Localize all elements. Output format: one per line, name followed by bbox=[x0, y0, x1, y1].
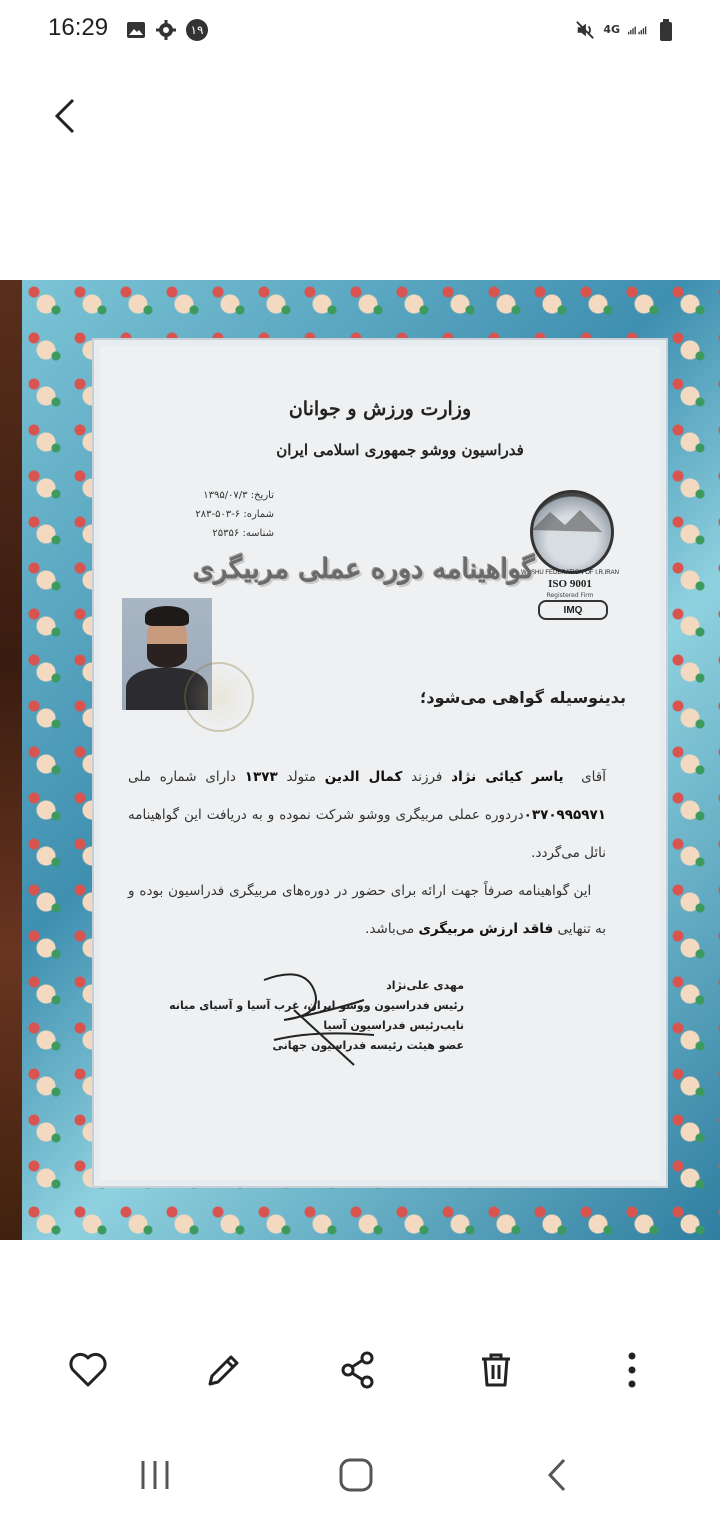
home-button[interactable] bbox=[326, 1450, 386, 1500]
gear-icon bbox=[156, 20, 176, 40]
recents-button[interactable] bbox=[125, 1450, 185, 1500]
battery-icon bbox=[656, 20, 676, 40]
national-id: ۰۳۷۰۹۹۵۹۷۱ bbox=[523, 807, 606, 823]
delete-button[interactable] bbox=[470, 1344, 522, 1396]
recents-icon bbox=[138, 1459, 172, 1491]
birth-year: ۱۳۷۳ bbox=[244, 769, 278, 785]
signer-block bbox=[164, 976, 464, 1056]
para1-born: متولد bbox=[286, 769, 316, 785]
photo-view[interactable] bbox=[0, 280, 720, 1240]
imq-badge: IMQ bbox=[538, 600, 608, 620]
bottom-toolbar bbox=[0, 1320, 720, 1416]
edit-icon bbox=[204, 1350, 244, 1390]
father-name: کمال الدین bbox=[324, 769, 403, 785]
certificate-title: گواهینامه دوره عملی مربیگری bbox=[193, 554, 535, 585]
para1-end: دردوره عملی مربیگری ووشو شرکت نموده و به دریافت این گواهینامه نائل می‌گردد. bbox=[128, 807, 606, 861]
certificate-paper bbox=[92, 338, 668, 1188]
para1-rest: دارای شماره ملی bbox=[128, 769, 236, 785]
system-navbar bbox=[0, 1430, 720, 1520]
more-icon bbox=[626, 1350, 638, 1390]
signer-name: مهدی علی‌نژاد bbox=[386, 979, 464, 992]
heart-icon bbox=[68, 1352, 108, 1388]
signal-icon bbox=[628, 20, 648, 40]
para1-child: فرزند bbox=[411, 769, 443, 785]
home-icon bbox=[338, 1457, 374, 1493]
status-icons-left bbox=[126, 19, 208, 41]
iso-sub-label: Registered Firm bbox=[546, 592, 594, 599]
para2-end: می‌باشد. bbox=[365, 921, 415, 937]
number-line: شماره: ۶-۵۰۳-۲۸۳ bbox=[195, 509, 274, 520]
status-bar bbox=[0, 0, 720, 60]
chevron-left-icon bbox=[51, 96, 81, 136]
logo-text: WUSHU FEDERATION OF I.R.IRAN bbox=[521, 570, 619, 576]
edit-button[interactable] bbox=[198, 1344, 250, 1396]
person-name: یاسر کیائی نژاد bbox=[451, 769, 564, 785]
mute-icon bbox=[575, 20, 595, 40]
network-label: 4G bbox=[603, 23, 620, 36]
share-icon bbox=[338, 1350, 378, 1390]
more-options-button[interactable] bbox=[606, 1344, 658, 1396]
system-back-button[interactable] bbox=[528, 1450, 588, 1500]
ministry-title: وزارت ورزش و جوانان bbox=[288, 398, 472, 420]
stamp-icon bbox=[184, 662, 254, 732]
favorite-button[interactable] bbox=[62, 1344, 114, 1396]
status-time: 16:29 bbox=[48, 14, 109, 41]
id-line: شناسه: ۲۵۳۵۶ bbox=[212, 528, 274, 539]
back-icon bbox=[546, 1457, 570, 1493]
image-icon bbox=[126, 20, 146, 40]
certificate-frame bbox=[22, 280, 720, 1240]
certificate-greeting: بدینوسیله گواهی می‌شود؛ bbox=[419, 688, 626, 707]
para2-bold: فاقد ارزش مربیگری bbox=[418, 921, 554, 937]
certificate-body bbox=[128, 758, 606, 948]
signer-role3: عضو هیئت رئیسه فدراسیون جهانی bbox=[272, 1039, 464, 1052]
signer-role2: نایب‌رئیس فدراسیون آسیا bbox=[323, 1019, 464, 1032]
certificate-meta bbox=[134, 486, 274, 543]
signer-role1: رئیس فدراسیون ووشو ایران، غرب آسیا و آسیای میانه bbox=[169, 999, 464, 1012]
iso-label: ISO 9001 bbox=[548, 578, 592, 590]
date-line: تاریخ: ۱۳۹۵/۰۷/۳ bbox=[203, 490, 274, 501]
notification-count-badge: ۱۹ bbox=[186, 19, 208, 41]
back-button[interactable] bbox=[40, 90, 92, 142]
para1-prefix: آقای bbox=[581, 769, 606, 785]
status-icons-right bbox=[575, 16, 676, 44]
para2-start: این گواهینامه صرفاً جهت ارائه برای حضور در دوره‌های مربیگری فدراسیون بوده و به تنهایی bbox=[128, 883, 606, 937]
trash-icon bbox=[476, 1350, 516, 1390]
federation-title: فدراسیون ووشو جمهوری اسلامی ایران bbox=[276, 441, 524, 459]
share-button[interactable] bbox=[332, 1344, 384, 1396]
